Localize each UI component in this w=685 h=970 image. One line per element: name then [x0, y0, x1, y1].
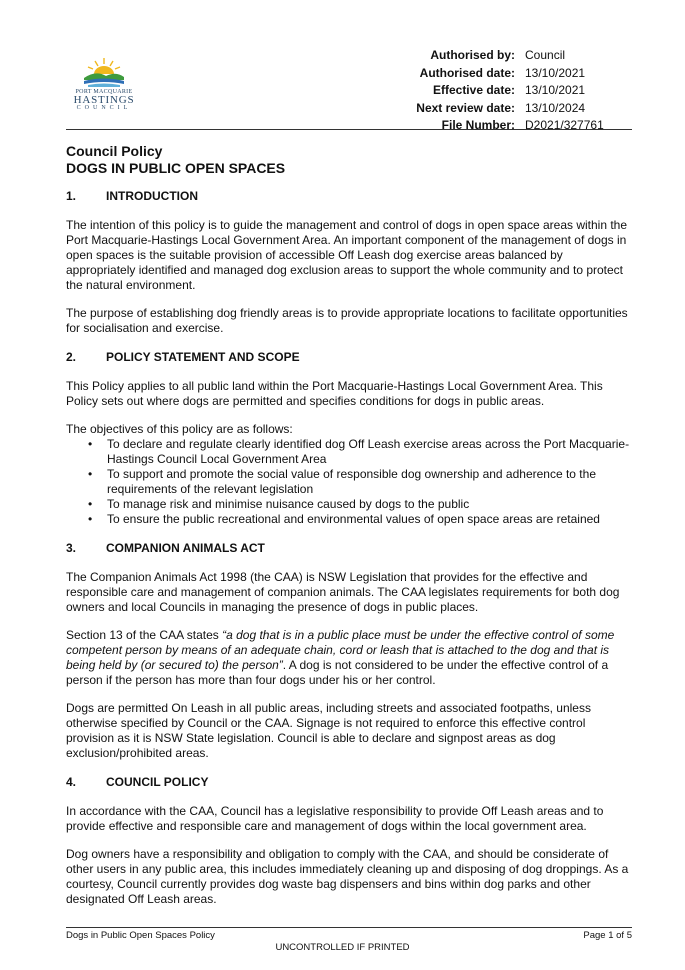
list-item: • To manage risk and minimise nuisance caused by dogs to the public — [66, 497, 632, 512]
council-logo — [66, 56, 142, 120]
paragraph: The objectives of this policy are as follows: — [66, 422, 293, 436]
list-item: • To declare and regulate clearly identified dog Off Leash exercise areas across the Port Macquarie-Hastings Council Local Government Area — [66, 437, 632, 467]
meta-value: Council — [525, 48, 566, 62]
paragraph: The intention of this policy is to guide the management and control of dogs in open space areas within the Port Macquarie-Hastings Local Government Area. An important component of the management of dogs in open spaces is the suitable provision of accessible Off Leash dog exercise areas balanced by appropriately identified and managed dog exclusion areas to support the whole community and to protect the natural environment. — [66, 218, 628, 292]
meta-row-authorised-by — [380, 47, 630, 65]
section-number: 4. — [66, 775, 77, 789]
document-body — [66, 143, 632, 907]
meta-value: D2021/327761 — [525, 118, 604, 132]
footer-page-number: Page 1 of 5 — [583, 930, 632, 941]
meta-label: Authorised by: — [430, 48, 515, 62]
section-title: COUNCIL POLICY — [106, 775, 209, 789]
section-number: 3. — [66, 541, 77, 555]
paragraph: Dogs are permitted On Leash in all public areas, including streets and associated footpaths, unless otherwise specified by Council or the CAA. Signage is not required to enforce this effective control provision as it is NSW State legislation. Council is able to declare and signpost areas as dog exclusion/prohibited areas. — [66, 701, 591, 760]
paragraph: The purpose of establishing dog friendly areas is to provide appropriate locations to facilitate opportunities for socialisation and exercise. — [66, 306, 628, 335]
legislation-quote: “a dog that is in a public place must be under the effective control of some competent person by means of an adequate chain, cord or leash that is attached to the dog and that is being held by (or secured to) the person” — [66, 628, 615, 672]
objectives-list — [66, 437, 632, 527]
section-heading-introduction — [66, 189, 632, 204]
text-segment: Section 13 of the CAA states — [66, 628, 223, 642]
section-title: POLICY STATEMENT AND SCOPE — [106, 350, 300, 364]
meta-row-authorised-date — [380, 65, 630, 83]
meta-value: 13/10/2021 — [525, 83, 586, 97]
section-number: 2. — [66, 350, 77, 364]
text-segment: . A dog is not considered to be under the effective control of a person if the person has more than four dogs under his or her control. — [66, 658, 609, 687]
meta-row-file-number — [380, 117, 630, 135]
section-heading-policy-statement — [66, 350, 632, 365]
logo-text-hastings: HASTINGS — [73, 94, 135, 106]
paragraph: The Companion Animals Act 1998 (the CAA) is NSW Legislation that provides for the effective and responsible care and management of companion animals. The CAA legislates requirements for both dog owners and local Councils in managing the presence of dogs in public places. — [66, 570, 620, 614]
section-title: INTRODUCTION — [106, 189, 198, 203]
paragraph: This Policy applies to all public land within the Port Macquarie-Hastings Local Government Area. This Policy sets out where dogs are permitted and specifies conditions for dogs in public areas. — [66, 379, 603, 408]
list-item: • To ensure the public recreational and environmental values of open space areas are retained — [66, 512, 632, 527]
meta-row-effective-date — [380, 82, 630, 100]
header-divider — [66, 129, 632, 130]
document-title: DOGS IN PUBLIC OPEN SPACES — [66, 160, 286, 176]
logo-text-port-macquarie: PORT MACQUARIE — [75, 89, 133, 95]
footer-document-name: Dogs in Public Open Spaces Policy — [66, 930, 215, 941]
section-title: COMPANION ANIMALS ACT — [106, 541, 265, 555]
section-heading-companion-animals-act — [66, 541, 632, 556]
paragraph: In accordance with the CAA, Council has a legislative responsibility to provide Off Leash areas and to provide effective and responsible care and management of dogs within the local government area. — [66, 804, 604, 833]
section-heading-council-policy — [66, 775, 632, 790]
meta-value: 13/10/2021 — [525, 65, 586, 80]
paragraph: Dog owners have a responsibility and obligation to comply with the CAA, and should be considerate of other users in any public area, this includes immediately cleaning up and disposing of dog droppings. As a courtesy, Council currently provides dog waste bag dispensers and bins within dog parks and other designated Off Leash areas. — [66, 847, 629, 906]
sun-hills-logo-icon — [82, 56, 126, 88]
footer-uncontrolled-notice: UNCONTROLLED IF PRINTED — [275, 942, 410, 953]
paragraph-section-13 — [66, 628, 632, 688]
meta-row-next-review-date — [380, 100, 630, 118]
meta-value: 13/10/2024 — [525, 100, 586, 115]
list-item: • To support and promote the social value of responsible dog ownership and adherence to the requirements of the relevant legislation — [66, 467, 632, 497]
section-number: 1. — [66, 189, 77, 203]
meta-label: Authorised date: — [419, 65, 515, 80]
meta-label: Next review date: — [416, 100, 515, 115]
meta-label: Effective date: — [432, 83, 515, 97]
meta-label: File Number: — [441, 118, 515, 132]
footer-divider — [66, 927, 632, 928]
document-metadata — [380, 47, 630, 135]
document-type: Council Policy — [66, 143, 163, 159]
logo-text-council: COUNCIL — [76, 105, 132, 111]
